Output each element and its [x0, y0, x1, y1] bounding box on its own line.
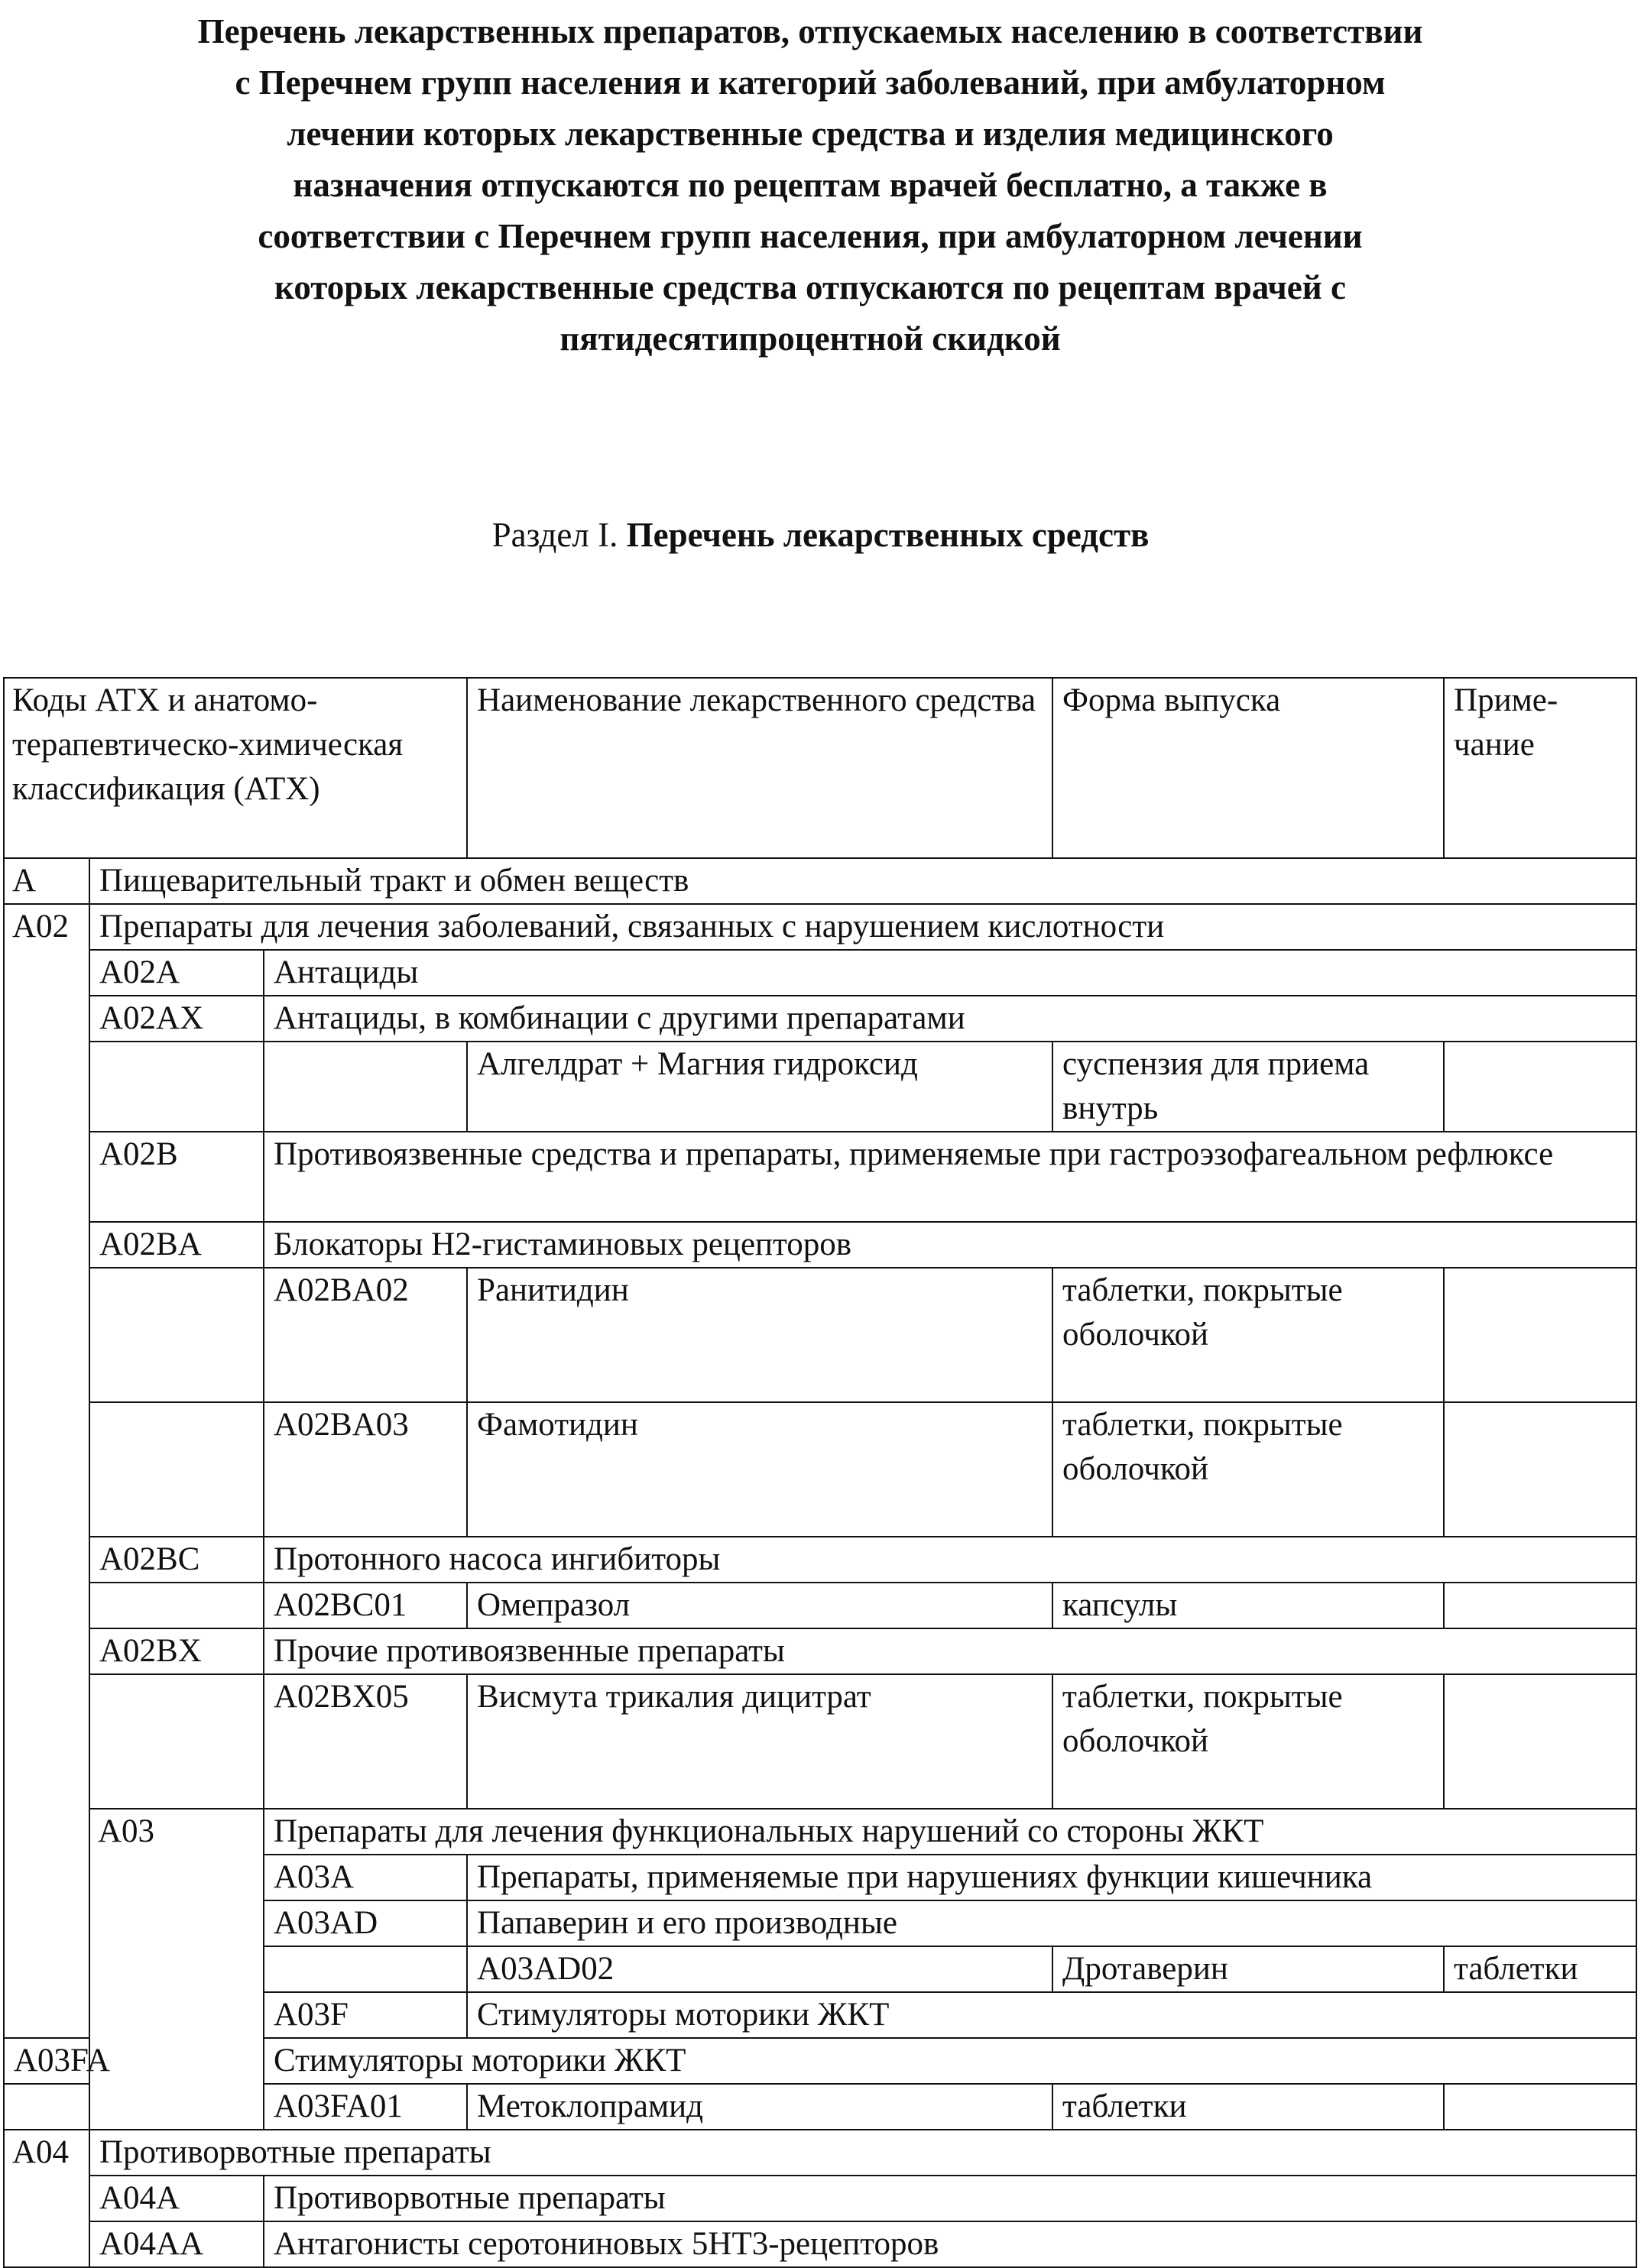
- group-name: Препараты для лечения заболеваний, связанных с нарушением кислотности: [89, 904, 1636, 950]
- group-code: A02: [4, 904, 89, 2038]
- drug-row: [4, 1402, 1636, 1537]
- drug-note: [1444, 1674, 1636, 1809]
- subgroup-code: A02AX: [89, 996, 264, 1042]
- drug-name: Метоклопрамид: [467, 2084, 1052, 2130]
- drug-name: Дротаверин: [1052, 1946, 1444, 1992]
- subgroup-code: A02BA: [89, 1222, 264, 1268]
- subgroup-name: Блокаторы Н2-гистаминовых рецепторов: [264, 1222, 1636, 1268]
- group-row: [4, 2130, 1636, 2176]
- drug-table: [3, 677, 1637, 2268]
- drug-note: [1444, 1583, 1636, 1628]
- drug-name: Алгелдрат + Магния гидроксид: [467, 1042, 1052, 1132]
- title-line: лечении которых лекарственные средства и изделия медицинского: [287, 115, 1334, 153]
- subgroup-row: [4, 2176, 1636, 2221]
- drug-form: таблетки: [1444, 1946, 1636, 1992]
- subgroup-code: A03F: [264, 1992, 467, 2038]
- subgroup-name: Антациды, в комбинации с другими препаратами: [264, 996, 1636, 1042]
- title-line: с Перечнем групп населения и категорий заболеваний, при амбулаторном: [235, 63, 1386, 102]
- group-row: [4, 858, 1636, 904]
- group-name: Пищеварительный тракт и обмен веществ: [89, 858, 1636, 904]
- drug-note: [1444, 2084, 1636, 2130]
- subgroup-row: [4, 950, 1636, 996]
- section-prefix: Раздел I.: [491, 516, 618, 554]
- title-line: соответствии с Перечнем групп населения, при амбулаторном лечении: [258, 217, 1363, 255]
- group-name: Противорвотные препараты: [89, 2130, 1636, 2176]
- empty-cell: [89, 1402, 264, 1537]
- title-line: назначения отпускаются по рецептам врачей бесплатно, а также в: [293, 166, 1328, 204]
- subgroup-code: A04AA: [89, 2221, 264, 2267]
- subgroup-row: [4, 1222, 1636, 1268]
- drug-code: A03AD02: [467, 1946, 1052, 1992]
- subgroup-code: A03AD: [264, 1900, 467, 1946]
- empty-cell: [4, 2084, 89, 2130]
- drug-name: Висмута трикалия дицитрат: [467, 1674, 1052, 1809]
- subgroup-name: Стимуляторы моторики ЖКТ: [264, 2038, 1636, 2084]
- subgroup-name: Папаверин и его производные: [467, 1900, 1636, 1946]
- header-name: Наименование лекарственного средства: [467, 678, 1052, 858]
- subgroup-code: A03FA: [4, 2038, 89, 2084]
- subgroup-row: [4, 1628, 1636, 1674]
- section-heading: [0, 512, 1641, 558]
- drug-note: [1444, 1402, 1636, 1537]
- drug-name: Ранитидин: [467, 1268, 1052, 1402]
- drug-name: Омепразол: [467, 1583, 1052, 1628]
- subgroup-name: Стимуляторы моторики ЖКТ: [467, 1992, 1636, 2038]
- drug-form: капсулы: [1052, 1583, 1444, 1628]
- subgroup-code: A02BX: [89, 1628, 264, 1674]
- drug-row: [4, 1583, 1636, 1628]
- subgroup-row: [4, 996, 1636, 1042]
- group-code: A04: [4, 2130, 89, 2267]
- title-line: пятидесятипроцентной скидкой: [559, 319, 1061, 358]
- drug-code: A02BX05: [264, 1674, 467, 1809]
- subgroup-row: [4, 1132, 1636, 1222]
- group-name: Препараты для лечения функциональных нарушений со стороны ЖКТ: [264, 1809, 1636, 1855]
- drug-code: A03FA01: [264, 2084, 467, 2130]
- drug-code: [264, 1042, 467, 1132]
- group-row: [4, 1809, 1636, 1855]
- document-title: [46, 6, 1575, 364]
- title-line: которых лекарственные средства отпускаются по рецептам врачей с: [274, 268, 1346, 306]
- drug-note: [1444, 1042, 1636, 1132]
- subgroup-code: A03A: [264, 1855, 467, 1900]
- drug-form: таблетки, покрытые оболочкой: [1052, 1402, 1444, 1537]
- subgroup-code: A04A: [89, 2176, 264, 2221]
- drug-note: [1444, 1268, 1636, 1402]
- section-name: Перечень лекарственных средств: [626, 516, 1150, 554]
- empty-cell: [89, 1674, 264, 1809]
- drug-form: таблетки, покрытые оболочкой: [1052, 1674, 1444, 1809]
- subgroup-row: [4, 2221, 1636, 2267]
- empty-cell: [89, 1042, 264, 1132]
- drug-form: таблетки: [1052, 2084, 1444, 2130]
- subgroup-row: [4, 1537, 1636, 1583]
- subgroup-name: Прочие противоязвенные препараты: [264, 1628, 1636, 1674]
- drug-row: [4, 1042, 1636, 1132]
- drug-code: A02BA02: [264, 1268, 467, 1402]
- empty-cell: [89, 1268, 264, 1402]
- drug-form: суспензия для приема внутрь: [1052, 1042, 1444, 1132]
- group-row: [4, 904, 1636, 950]
- group-code: A03: [89, 1809, 264, 2130]
- drug-row: [4, 1674, 1636, 1809]
- drug-form: таблетки, покрытые оболочкой: [1052, 1268, 1444, 1402]
- subgroup-name: Препараты, применяемые при нарушениях функции кишечника: [467, 1855, 1636, 1900]
- subgroup-name: Антациды: [264, 950, 1636, 996]
- drug-name: Фамотидин: [467, 1402, 1052, 1537]
- subgroup-code: A02BC: [89, 1537, 264, 1583]
- drug-code: A02BA03: [264, 1402, 467, 1537]
- header-row: [4, 678, 1636, 858]
- header-form: Форма выпуска: [1052, 678, 1444, 858]
- subgroup-name: Противорвотные препараты: [264, 2176, 1636, 2221]
- drug-row: [4, 1268, 1636, 1402]
- subgroup-code: A02A: [89, 950, 264, 996]
- subgroup-name: Протонного насоса ингибиторы: [264, 1537, 1636, 1583]
- subgroup-name: Противоязвенные средства и препараты, применяемые при гастроэзофагеальном рефлюксе: [264, 1132, 1636, 1222]
- empty-cell: [264, 1946, 467, 1992]
- empty-cell: [89, 1583, 264, 1628]
- drug-code: A02BC01: [264, 1583, 467, 1628]
- header-atx: Коды АТХ и анатомо-терапевтическо-химическая классификация (АТХ): [4, 678, 467, 858]
- header-note: Приме-чание: [1444, 678, 1636, 858]
- subgroup-name: Антагонисты серотониновых 5HT3-рецепторов: [264, 2221, 1636, 2267]
- subgroup-code: A02B: [89, 1132, 264, 1222]
- title-line: Перечень лекарственных препаратов, отпускаемых населению в соответствии: [197, 12, 1423, 50]
- group-code: A: [4, 858, 89, 904]
